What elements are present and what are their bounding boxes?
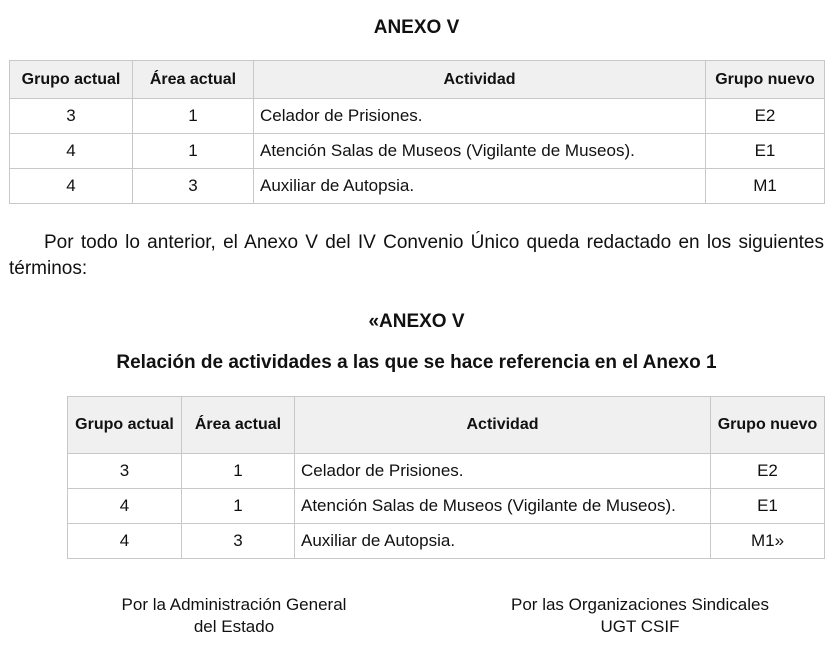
table-row <box>10 134 825 169</box>
table-row <box>68 524 825 559</box>
header-area-actual: Área actual <box>182 397 295 454</box>
signature-unions-line2: UGT CSIF <box>600 617 680 636</box>
annex-subtitle: Relación de actividades a las que se hace referencia en el Anexo 1 <box>116 352 717 373</box>
cell-actividad: Celador de Prisiones. <box>254 99 706 134</box>
header-grupo-nuevo: Grupo nuevo <box>706 61 825 99</box>
annex-title-quoted: «ANEXO V <box>368 311 465 332</box>
cell-grupo-actual: 4 <box>68 524 182 559</box>
annex-title: ANEXO V <box>373 17 460 38</box>
cell-grupo-nuevo: E1 <box>711 489 825 524</box>
header-grupo-nuevo: Grupo nuevo <box>711 397 825 454</box>
table-row <box>68 489 825 524</box>
signature-unions <box>490 594 790 638</box>
signature-administration-line2: del Estado <box>193 617 275 636</box>
table-row <box>10 99 825 134</box>
header-grupo-actual: Grupo actual <box>10 61 133 99</box>
activities-table-original <box>9 60 825 204</box>
cell-grupo-nuevo: E1 <box>706 134 825 169</box>
signature-unions-line1: Por las Organizaciones Sindicales <box>511 595 769 614</box>
cell-area-actual: 1 <box>182 489 295 524</box>
cell-area-actual: 1 <box>133 134 254 169</box>
header-grupo-actual: Grupo actual <box>68 397 182 454</box>
body-paragraph: Por todo lo anterior, el Anexo V del IV Convenio Único queda redactado en los siguientes términos: <box>9 232 824 279</box>
cell-area-actual: 1 <box>182 454 295 489</box>
cell-grupo-actual: 4 <box>10 169 133 204</box>
table-header-row <box>10 61 825 99</box>
cell-area-actual: 1 <box>133 99 254 134</box>
cell-actividad: Auxiliar de Autopsia. <box>295 524 711 559</box>
cell-grupo-nuevo: M1 <box>706 169 825 204</box>
cell-area-actual: 3 <box>133 169 254 204</box>
cell-grupo-actual: 3 <box>68 454 182 489</box>
cell-actividad: Celador de Prisiones. <box>295 454 711 489</box>
table-row <box>10 169 825 204</box>
header-actividad: Actividad <box>254 61 706 99</box>
header-actividad: Actividad <box>295 397 711 454</box>
cell-grupo-actual: 4 <box>68 489 182 524</box>
cell-actividad: Atención Salas de Museos (Vigilante de Museos). <box>254 134 706 169</box>
signature-administration-line1: Por la Administración General <box>121 595 347 614</box>
cell-grupo-actual: 3 <box>10 99 133 134</box>
header-area-actual: Área actual <box>133 61 254 99</box>
cell-grupo-actual: 4 <box>10 134 133 169</box>
table-header-row <box>68 397 825 454</box>
cell-grupo-nuevo: M1» <box>711 524 825 559</box>
activities-table-amended <box>67 396 825 559</box>
cell-grupo-nuevo: E2 <box>706 99 825 134</box>
cell-actividad: Auxiliar de Autopsia. <box>254 169 706 204</box>
signature-administration <box>84 594 384 638</box>
cell-area-actual: 3 <box>182 524 295 559</box>
cell-grupo-nuevo: E2 <box>711 454 825 489</box>
cell-actividad: Atención Salas de Museos (Vigilante de Museos). <box>295 489 711 524</box>
table-row <box>68 454 825 489</box>
